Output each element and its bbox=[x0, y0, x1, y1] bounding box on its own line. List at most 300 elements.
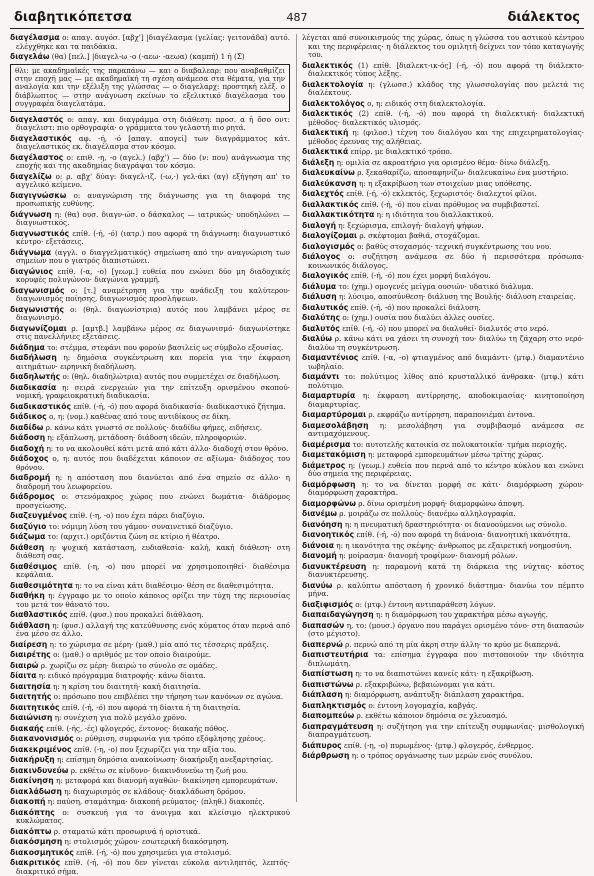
dictionary-entry bbox=[10, 135, 290, 152]
dictionary-entry bbox=[10, 693, 290, 702]
dictionary-entry bbox=[302, 411, 584, 420]
dictionary-entry bbox=[10, 582, 290, 591]
dictionary-entry bbox=[10, 767, 290, 776]
entry-headword: διαγελάω bbox=[10, 52, 50, 61]
dictionary-entry bbox=[302, 373, 584, 390]
dictionary-entry bbox=[10, 455, 290, 472]
entry-definition: ρ. εκθέτω κάποιον δημόσια σε χλευασμό. bbox=[356, 711, 508, 720]
entry-definition: η: η πνευματική δραστηριότητα· οι διανοούμενοι ως σύνολο. bbox=[344, 519, 567, 529]
dictionary-entry bbox=[302, 211, 584, 220]
dictionary-entry bbox=[10, 230, 290, 247]
dictionary-entry bbox=[10, 704, 290, 713]
dictionary-entry bbox=[302, 253, 584, 270]
entry-headword: διάνοια bbox=[302, 540, 334, 550]
dictionary-entry bbox=[302, 354, 584, 371]
entry-headword: διαθλαστικός bbox=[10, 610, 68, 620]
dictionary-entry bbox=[10, 788, 290, 797]
dictionary-entry bbox=[10, 192, 290, 209]
dictionary-entry bbox=[302, 441, 584, 450]
dictionary-entry bbox=[10, 828, 290, 837]
entry-definition: ρ. σκέφτομαι βαθιά, στοχάζομαι. bbox=[359, 231, 481, 240]
entry-definition: επίθ. (-ή, -ό) (ιατρ.) που αφορά τη διάγνωση: διαγνωστικό κέντρο· εξετάσεις. bbox=[16, 228, 290, 247]
dictionary-entry bbox=[10, 384, 290, 401]
dictionary-entry bbox=[10, 651, 290, 660]
entry-definition: η: μοίρασμα· διανομή τροφίμων· διανομή ρόλων. bbox=[339, 551, 518, 560]
entry-definition: ρ. μοιράζω σε πολλούς· διανέμω αλληλογραφία. bbox=[339, 509, 516, 518]
entry-definition: η: διαμόρφωση, ανάπτυξη· διάπλαση χαρακτήρα. bbox=[345, 690, 524, 699]
entry-headword: διαπιστώνω bbox=[302, 679, 354, 689]
entry-definition: τα: επίσημα έγγραφα που πιστοποιούν την ιδιότητα διπλωμάτη. bbox=[308, 650, 584, 668]
dictionary-entry bbox=[10, 116, 290, 133]
entry-headword: διακεκριμένος bbox=[10, 744, 72, 754]
entry-definition: το: (αρχιτ.) οριζόντια ζώνη σε κτίριο ή θέατρο. bbox=[47, 532, 220, 542]
entry-headword: διάθλαση bbox=[10, 620, 50, 630]
dictionary-entry bbox=[10, 523, 290, 532]
dictionary-entry bbox=[10, 306, 290, 323]
dictionary-entry bbox=[10, 354, 290, 371]
entry-headword: διανόηση bbox=[302, 519, 343, 529]
dictionary-entry bbox=[302, 462, 584, 479]
entry-definition: ο: (μτφ.) έντονη αντιπαράθεση λόγων. bbox=[355, 599, 496, 609]
entry-headword: διαπασών bbox=[302, 620, 345, 630]
dictionary-entry bbox=[302, 159, 584, 168]
entry-definition: επίθ. (-ή, -ό) που προκαλεί διάλυση. bbox=[350, 302, 481, 312]
dictionary-entry bbox=[10, 445, 290, 454]
entry-definition: επίθ. (-ή, -ό) που αφορά διαδικασία· διαδικαστικό ζήτημα. bbox=[73, 401, 286, 411]
dictionary-entry bbox=[302, 582, 584, 599]
entry-definition: επίθ. (-η, -ο) που μπορεί να χρησιμοποιηθεί· διαθέσιμα κεφάλαια. bbox=[16, 561, 290, 580]
entry-headword: διακριτικός bbox=[10, 858, 61, 868]
dictionary-entry bbox=[302, 422, 584, 439]
dictionary-entry bbox=[302, 243, 584, 252]
dictionary-entry bbox=[302, 129, 584, 146]
entry-headword: διαδρομή bbox=[10, 473, 51, 483]
entry-headword: διάθεση bbox=[10, 542, 45, 552]
right-column bbox=[302, 34, 584, 802]
entry-definition: επίρρ. με διαλεκτικό τρόπο. bbox=[350, 147, 453, 156]
entry-definition: επίθ. (-α, -ο) φτιαγμένος από διαμάντι· (μτφ.) διαμαντένιο ιωβηλαίο. bbox=[308, 353, 584, 371]
entry-headword: διαδηλωτής bbox=[10, 372, 61, 382]
entry-headword: διακοπή bbox=[10, 797, 46, 807]
entry-headword: διανέμω bbox=[302, 509, 337, 518]
entry-headword: διαθήκη bbox=[10, 591, 45, 601]
dictionary-entry bbox=[302, 272, 584, 281]
entry-headword: διαλευκαίνω bbox=[302, 168, 355, 177]
entry-headword: διαδίδω bbox=[10, 422, 44, 432]
entry-headword: διακοσμητικός bbox=[10, 847, 74, 857]
dictionary-entry bbox=[302, 100, 584, 109]
entry-definition: το: νόμιμη λύση του γάμου· συναινετικό διαζύγιο. bbox=[48, 521, 233, 531]
dictionary-entry bbox=[302, 670, 584, 679]
entry-headword: διαδικασία bbox=[10, 382, 57, 392]
entry-definition: το: (χημ.) ομογενές μείγμα ουσιών· υδατικό διάλυμα. bbox=[338, 281, 534, 291]
dictionary-entry bbox=[302, 62, 584, 79]
entry-headword: διαλυτός bbox=[302, 323, 340, 333]
entry-definition: το: πολύτιμος λίθος από κρυσταλλικό άνθρακα· (μτφ.) κάτι πολύτιμο. bbox=[308, 372, 584, 390]
entry-definition: επίθ. (-ή, -ό) που δεν γίνεται εύκολα αντιληπτός, λεπτός· διακριτικό σήμα. bbox=[16, 858, 290, 876]
usage-note-box bbox=[10, 64, 290, 112]
header-left-word: διαβητικόπετσα bbox=[14, 10, 132, 25]
entry-headword: διάγνωση bbox=[10, 209, 52, 219]
dictionary-entry bbox=[10, 493, 290, 510]
dictionary-entry bbox=[10, 34, 290, 51]
entry-definition: η: ομιλία σε ακροατήριο για ορισμένο θέμα· δίνω διάλεξη. bbox=[336, 157, 551, 167]
dictionary-entry bbox=[10, 611, 290, 620]
entry-definition: η: το να ακολουθεί κάτι μετά από κάτι άλλο· διαδοχή στον θρόνο. bbox=[46, 443, 289, 453]
dictionary-entry bbox=[10, 373, 290, 382]
entry-headword: διάδικος bbox=[10, 412, 47, 422]
entry-headword: διαπερνώ bbox=[302, 639, 343, 649]
entry-headword: διαθεσιμότητα bbox=[10, 580, 73, 590]
entry-headword: διαγώνιος bbox=[10, 266, 54, 276]
entry-definition: ο: αναγνώριση της διάγνωσης για τη διαφορά της προσωπικής ευθύνης. bbox=[16, 190, 290, 209]
dictionary-entry bbox=[10, 154, 290, 171]
entry-headword: διάζωμα bbox=[10, 532, 46, 542]
dictionary-entry bbox=[10, 544, 290, 561]
dictionary-entry bbox=[10, 474, 290, 491]
entry-headword: διαλεκτολογία bbox=[302, 79, 364, 89]
dictionary-entry bbox=[10, 849, 290, 858]
entry-headword: διαιτητής bbox=[10, 692, 52, 702]
dictionary-entry bbox=[10, 756, 290, 765]
entry-headword: διαιρέτης bbox=[10, 650, 51, 660]
entry-headword: διαλεκτική bbox=[302, 128, 349, 137]
column-divider bbox=[296, 34, 297, 802]
entry-definition: η: εξάπλωση, μετάδοση· διάδοση ιδεών, πληροφοριών. bbox=[47, 433, 247, 443]
entry-headword: διαλογίζομαι bbox=[302, 231, 358, 240]
dictionary-entry bbox=[302, 451, 584, 460]
entry-definition: επίθ. (-ή, -ό) που αφορά τη δίαιτα ή τη διαιτησία. bbox=[61, 702, 241, 712]
dictionary-entry bbox=[10, 533, 290, 542]
dictionary-entry bbox=[10, 777, 290, 786]
dictionary-entry bbox=[302, 34, 584, 60]
dictionary-entry bbox=[302, 521, 584, 530]
entry-headword: διαγελαστός bbox=[10, 114, 64, 124]
entry-definition: το: στέμμα, στεφάνι που φορούν βασιλείς ως σύμβολο εξουσίας. bbox=[47, 342, 284, 352]
entry-headword: διαλύτης bbox=[302, 313, 341, 322]
entry-headword: διαγελαστικός bbox=[10, 133, 72, 143]
entry-definition: ο: έντονη λογομαχία, καβγάς. bbox=[368, 700, 478, 710]
entry-definition: η: ειδικό πρόγραμμα διατροφής· κάνω δίαιτα. bbox=[38, 671, 206, 681]
entry-definition: ρ. δίνω ορισμένη μορφή· διαμορφώνω άποψη. bbox=[358, 498, 525, 508]
entry-definition: ρ. σταματώ κάτι προσωρινά ή οριστικά. bbox=[53, 826, 201, 836]
dictionary-entry bbox=[302, 110, 584, 127]
dictionary-entry bbox=[302, 148, 584, 157]
entry-headword: διαλογή bbox=[302, 220, 336, 230]
entry-headword: διαγωνισμός bbox=[10, 285, 65, 295]
entry-definition: η: διαχωρισμός σε κλάδους· διακλάδωση δρόμου. bbox=[64, 786, 246, 796]
entry-headword: διαπομπεύω bbox=[302, 711, 355, 720]
dictionary-entry bbox=[10, 53, 290, 62]
dictionary-entry bbox=[10, 512, 290, 521]
entry-headword: διαμεσολάβηση bbox=[302, 420, 369, 430]
entry-definition: επίθ. (-ή, -ό) που αφορά τη διάνοια· διανοητική ικανότητα. bbox=[356, 530, 571, 539]
entry-definition: ρ. καλύπτω απόσταση ή χρονικό διάστημα· διανύω τον πέμπτο μήνα. bbox=[308, 580, 584, 598]
dictionary-entry bbox=[10, 683, 290, 692]
entry-definition: ρ. εξακριβώνω, βεβαιώνομαι για κάτι. bbox=[355, 679, 496, 689]
entry-headword: διαμέρισμα bbox=[302, 439, 351, 449]
entry-headword: διανομή bbox=[302, 551, 337, 560]
entry-headword: διαδικαστικός bbox=[10, 401, 72, 411]
dictionary-entry bbox=[302, 325, 584, 334]
entry-definition: η: ξεχώρισμα, επιλογή· διαλογή ψήφων. bbox=[338, 220, 484, 230]
dictionary-entry bbox=[10, 563, 290, 580]
entry-headword: διαγέλαστος bbox=[10, 152, 64, 162]
entry-headword: διακόπτης bbox=[10, 807, 55, 817]
entry-headword: διαμαντένιος bbox=[302, 353, 359, 362]
entry-definition: επίθ. (-η, -ο) που ξεχωρίζει για την αξία του. bbox=[73, 744, 237, 754]
entry-definition: η: (φιλοσ.) τέχνη του διαλόγου και της επιχειρηματολογίας· μέθοδος έρευνας της αλήθειας. bbox=[308, 128, 584, 146]
entry-definition: ο, η: (νομ.) καθένας από τους αντιδίκους σε δίκη. bbox=[48, 412, 231, 422]
entry-definition: το: αυτοτελής κατοικία σε πολυκατοικία· τμήμα περιοχής. bbox=[352, 439, 567, 449]
entry-headword: διάλυμα bbox=[302, 281, 337, 291]
entry-definition: ο: συζήτηση ανάμεσα σε δύο ή περισσότερα πρόσωπα· κοινωνικός διάλογος. bbox=[308, 252, 584, 270]
dictionary-entry bbox=[302, 681, 584, 690]
entry-headword: διαλυτικός bbox=[302, 302, 349, 312]
entry-headword: διαγέλασμα bbox=[10, 33, 60, 42]
dictionary-entry bbox=[10, 838, 290, 847]
entry-definition: η: το να δίνεται μορφή σε κάτι· διαμόρφωση χώρου· διαμόρφωση χαρακτήρα. bbox=[308, 479, 584, 497]
entry-definition: ο: (θηλ. διαγωνίστρια) αυτός που λαμβάνει μέρος σε διαγωνισμό. bbox=[16, 304, 290, 323]
entry-definition: η: (γλωσσ.) κλάδος της γλωσσολογίας που μελετά τις διαλέκτους. bbox=[308, 79, 584, 97]
entry-definition: η: στολισμός χώρου· εσωτερική διακόσμηση. bbox=[64, 837, 229, 847]
dictionary-entry bbox=[10, 403, 290, 412]
entry-definition: ρ. κάνω κάτι να χάσει τη συνοχή του· διαλύω τη ζάχαρη στο νερό· διαλύω τη συγκέντρωση. bbox=[308, 334, 584, 352]
entry-definition: ο, η: αυτός που διαδέχεται κάποιον σε αξίωμα· διάδοχος του θρόνου. bbox=[16, 454, 290, 472]
entry-definition: η: παύση, σταμάτημα· διακοπή ρεύματος· (πληθ.) διακοπές. bbox=[47, 797, 265, 807]
entry-definition: η: δημόσια συγκέντρωση και πορεία για την έκφραση αιτημάτων· ειρηνική διαδήλωση. bbox=[16, 353, 290, 371]
dictionary-entry bbox=[302, 691, 584, 700]
entry-headword: διαλλακτικός bbox=[302, 199, 359, 209]
dictionary-entry bbox=[302, 335, 584, 352]
dictionary-entry bbox=[10, 424, 290, 433]
dictionary-entry bbox=[302, 510, 584, 519]
entry-definition: η: (γεωμ.) ευθεία που περνά από το κέντρο κύκλου και ενώνει δύο σημεία της περιφέρειας. bbox=[308, 460, 584, 478]
entry-headword: διαμορφώνω bbox=[302, 498, 356, 508]
entry-headword: διάδρομος bbox=[10, 492, 55, 502]
entry-definition: ο: (μαθ.) ο αριθμός με τον οποίο διαιρούμε. bbox=[53, 650, 212, 660]
entry-definition: η: η ικανότητα της σκέψης· άνθρωπος με εξαιρετική νοημοσύνη. bbox=[336, 540, 572, 550]
entry-definition: λέγεται από συνοικισμούς της χώρας, όπως η γλώσσα του αστικού κέντρου και της περιφέρειας· η διάλεκτος του ομιλητή δείχνει τον τόπο καταγωγής του. bbox=[302, 33, 584, 59]
entry-headword: διαλεκτικός bbox=[302, 109, 353, 118]
entry-definition: ρ. κάνω κάτι γνωστό σε πολλούς· διαδίδω φήμες, ειδήσεις. bbox=[45, 422, 263, 432]
dictionary-entry bbox=[302, 611, 584, 620]
entry-definition: η: μεταφορά εμπορευμάτων μέσω τρίτης χώρας. bbox=[368, 450, 544, 459]
entry-definition: αφ. -ή, -ό [απαγ. απογεί] των διαγράμματος κάτ. διαγελαστικός εκ. διαγέλασμα στον κόσμο. bbox=[16, 133, 290, 152]
dictionary-entry bbox=[10, 287, 290, 304]
entry-headword: διαζευγμένος bbox=[10, 511, 68, 521]
entry-headword: διαμάντι bbox=[302, 372, 340, 381]
entry-headword: διαδοχή bbox=[10, 443, 45, 453]
dictionary-entry bbox=[302, 531, 584, 540]
entry-definition: επίθ. (-η, -ο) που έχει πάρει διαζύγιο. bbox=[69, 511, 205, 521]
entry-headword: διαμόρφωση bbox=[302, 479, 356, 489]
entry-headword: διαλεύκανση bbox=[302, 178, 357, 188]
entry-headword: διαπληκτισμός bbox=[302, 700, 367, 710]
entry-definition: επίθ. (-ής, -ές) φλογερός, έντονος· διακαής πόθος. bbox=[46, 723, 229, 733]
dictionary-entry bbox=[10, 798, 290, 807]
entry-definition: ρ. ξεκαθαρίζω, αποσαφηνίζω· διαλευκαίνω ένα μυστήριο. bbox=[357, 168, 569, 177]
entry-definition: ο: συσκευή για το άνοιγμα και κλείσιμο ηλεκτρικού κυκλώματος. bbox=[16, 807, 290, 826]
entry-headword: διαιρώ bbox=[10, 660, 39, 670]
entry-headword: διάδοχος bbox=[10, 454, 49, 464]
entry-headword: διαγιγνώσκω bbox=[10, 190, 67, 200]
dictionary-entry bbox=[302, 712, 584, 721]
entry-headword: διακαής bbox=[10, 723, 44, 733]
entry-headword: διαζύγιο bbox=[10, 521, 47, 531]
dictionary-entry bbox=[10, 622, 290, 639]
entry-headword: διαμαρτυρία bbox=[302, 391, 356, 400]
entry-headword: διάρθρωση bbox=[302, 751, 350, 760]
dictionary-entry bbox=[302, 651, 584, 668]
entry-definition: επίθ. (-α, -ο) [γεωμ.] ευθεία που ενώνει δύο μη διαδοχικές κορυφές πολυγώνου· διαγώνια γραμμή. bbox=[16, 266, 290, 285]
entry-headword: διαξιφισμός bbox=[302, 599, 353, 609]
dictionary-entry bbox=[302, 752, 584, 761]
entry-definition: η: (θα) ουσ. διαγν-ώσ. ο δάσκαλος — ιατρικώς· υποδηλώνει — διαγνωστικός. bbox=[16, 209, 290, 228]
entry-definition: η: παραμονή κατά τη διάρκεια της νύχτας· κόστος διανυκτέρευσης. bbox=[308, 561, 584, 579]
entry-definition: (2) επίθ. (-ή, -ό) που αφορά τη διαλεκτική· διαλεκτική μέθοδος· διαλεκτικός υλισμός. bbox=[308, 109, 584, 127]
entry-definition: η: συνέχιση για πολύ μεγάλο χρόνο. bbox=[54, 713, 187, 723]
entry-definition: ο: πρόσωπο που επιβλέπει την τήρηση των κανόνων σε αγώνα. bbox=[53, 692, 284, 702]
entry-definition: η: το να διαπιστώνει κανείς κάτι· η εξακρίβωση. bbox=[355, 669, 534, 678]
dictionary-entry bbox=[10, 325, 290, 342]
entry-definition: ο: ρύθμιση, συμφωνία για τρόπο εξόφλησης χρέους. bbox=[76, 734, 266, 744]
dictionary-entry bbox=[302, 232, 584, 241]
dictionary-entry bbox=[302, 723, 584, 740]
dictionary-entry bbox=[10, 344, 290, 353]
dictionary-entry bbox=[10, 173, 290, 190]
entry-headword: διαλεκτικός bbox=[302, 60, 353, 70]
entry-headword: διαπραγμάτευση bbox=[302, 721, 374, 731]
entry-definition: η: ο τρόπος οργάνωσης των μερών ενός συνόλου. bbox=[351, 751, 533, 760]
entry-definition: η: έγγραφο με το οποίο κάποιος ορίζει την τύχη της περιουσίας του μετά τον θάνατό του. bbox=[16, 591, 290, 609]
dictionary-entry bbox=[302, 601, 584, 610]
dictionary-entry bbox=[10, 641, 290, 650]
entry-headword: διαιτησία bbox=[10, 681, 51, 691]
dictionary-entry bbox=[10, 746, 290, 755]
entry-headword: διαλογισμός bbox=[302, 241, 355, 251]
entry-definition: ρ. εκφράζω αντίρρηση, παραπονιέμαι έντονα. bbox=[368, 410, 536, 419]
entry-headword: διανύω bbox=[302, 580, 333, 590]
dictionary-entry bbox=[302, 563, 584, 580]
entry-headword: διαγωνιστής bbox=[10, 304, 64, 314]
entry-headword: διαπιστευτήρια bbox=[302, 650, 369, 659]
entry-headword: διαιτητικός bbox=[10, 702, 60, 712]
dictionary-entry bbox=[302, 314, 584, 323]
entry-definition: η: η διαμόρφωση του χαρακτήρα μέσω αγωγής. bbox=[375, 610, 548, 619]
entry-headword: διαγωνίζομαι bbox=[10, 323, 67, 333]
entry-definition: επίθ. (-ή, -ό) που χρησιμεύει για στολισμό. bbox=[76, 847, 232, 857]
dictionary-entry bbox=[10, 268, 290, 285]
entry-definition: επίθ. (-ή, -ό) εκλεκτός, ξεχωριστός· διαλεχτοί φίλοι. bbox=[346, 189, 537, 198]
entry-headword: διαλλακτικότητα bbox=[302, 210, 375, 219]
entry-headword: διαλεκτολόγος bbox=[302, 98, 365, 108]
dictionary-entry bbox=[10, 592, 290, 609]
page-header bbox=[10, 8, 584, 29]
entry-definition: ο: [τ.] αναμέτρηση για την ανάδειξη του καλύτερου· διαγωνισμός ποίησης, διαγωνισμός προσλήψεων. bbox=[16, 285, 290, 304]
entry-headword: διάδοση bbox=[10, 433, 46, 443]
dictionary-entry bbox=[10, 662, 290, 671]
dictionary-entry bbox=[302, 542, 584, 551]
entry-definition: (1) επίθ. [διαλεκτ-ικ-ός] (-ή, -ό) που αφορά τη διάλεκτο· διαλεκτικός τύπος λέξης. bbox=[308, 60, 584, 78]
entry-headword: διαγελίζω bbox=[10, 171, 52, 181]
dictionary-entry bbox=[302, 481, 584, 498]
dictionary-entry bbox=[302, 702, 584, 711]
entry-definition: θλι: με ακαδημαϊκές της παραπάνω — και ο διαβαλεαρ: που αναβαθμίζει στην εποχή μας — με ακαδημαϊκή τη σχέση ανάμεσα στα θέματα, για την αναλογία και την εξέλιξη της γλώσσας — ο διαγελαρχ: προστηκή ελέξ. ο διάβλωπτος — στην ανάγνωση εκείνων το εξελικτικό διαγέλασμα του συγγραφέα διαγελατάμα. bbox=[15, 66, 285, 109]
entry-headword: διαίρεση bbox=[10, 639, 48, 649]
dictionary-entry bbox=[302, 742, 584, 751]
dictionary-entry bbox=[10, 413, 290, 422]
entry-definition: επίθ. (φυσ.) που προκαλεί διάθλαση. bbox=[69, 610, 204, 620]
entry-definition: ο: στενόμακρος χώρος που ενώνει δωμάτια· διάδρομος προσγείωσης. bbox=[16, 492, 291, 510]
entry-headword: διαλύω bbox=[302, 334, 332, 343]
dictionary-entry bbox=[302, 392, 584, 409]
dictionary-entry bbox=[10, 725, 290, 734]
entry-definition: ο, η: ειδικός στη διαλεκτολογία. bbox=[367, 98, 486, 108]
entry-definition: ρ. χωρίζω σε μέρη· διαιρώ το σύνολο σε ομάδες. bbox=[40, 660, 218, 670]
entry-headword: διάμετρος bbox=[302, 460, 346, 470]
entry-definition: ο: απαγ. και διαγράμμα στη διάθεση: προσ. α ἡ ὄσο οντ: διαγελιστ: πιο ορθογραφία· ο γράμματα του γελαστή πιο ρητά. bbox=[16, 114, 290, 133]
entry-definition: η: το χώρισμα σε μέρη· (μαθ.) μία από τις τέσσερις πράξεις. bbox=[49, 639, 269, 649]
entry-headword: διάπυρος bbox=[302, 740, 342, 750]
entry-definition: ο: (χημ.) ουσία που διαλύει άλλες ουσίες. bbox=[342, 313, 495, 322]
dictionary-entry bbox=[302, 622, 584, 639]
entry-headword: διακανονισμός bbox=[10, 734, 74, 744]
entry-headword: διαθέσιμος bbox=[10, 561, 58, 571]
entry-headword: διαπαιδαγώγηση bbox=[302, 610, 374, 619]
dictionary-entry bbox=[10, 672, 290, 681]
entry-headword: διαλεχτός bbox=[302, 189, 344, 198]
dictionary-entry bbox=[302, 169, 584, 178]
entry-definition: ο: ρ. αβχ' δύαγ: διαγελ-ιζ. (-ω,·) γελ-άκι (αγ) εξήγηση απ' το αγγελικό κείμενο. bbox=[16, 171, 290, 190]
entry-headword: διάπλαση bbox=[302, 690, 343, 699]
entry-definition: η: ψυχική κατάσταση, ευδιαθεσία· καλή, κακή διάθεση· στη διάθεσή σας. bbox=[16, 542, 290, 561]
dictionary-page bbox=[10, 8, 584, 876]
entry-headword: διακόσμηση bbox=[10, 837, 63, 847]
entry-headword: διάγνωμα bbox=[10, 247, 52, 257]
dictionary-entry bbox=[302, 293, 584, 302]
entry-definition: η: επίσημη δημόσια ανακοίνωση· διακήρυξη ανεξαρτησίας. bbox=[56, 755, 274, 765]
entry-headword: διαπίστωση bbox=[302, 669, 354, 678]
entry-definition: η: η απόσταση που διανύεται από ένα σημείο σε άλλο· η διαδρομή του λεωφορείου. bbox=[16, 473, 290, 491]
entry-definition: η: μεταφορά και διανομή αγαθών· διακίνηση εμπορευμάτων. bbox=[55, 776, 278, 786]
entry-definition: ο: βαθύς στοχασμός· τεχνική συγκέντρωσης του νου. bbox=[357, 241, 552, 251]
dictionary-entry bbox=[10, 434, 290, 443]
entry-definition: ο: επιθ. -η, -ο (αγελ.) (αβχ') — δύο (ν: που) ανάγνωσμα της εποχής και της ακαδημίας διαγράψαι τον κόσμο. bbox=[16, 152, 290, 171]
left-column bbox=[10, 33, 291, 876]
dictionary-entry bbox=[10, 735, 290, 744]
entry-definition: η: μεσολάβηση για συμβιβασμό ανάμεσα σε αντιμαχόμενους. bbox=[308, 420, 584, 438]
entry-definition: η: η κρίση του διαιτητή· κακή διαιτησία. bbox=[53, 681, 201, 691]
dictionary-entry bbox=[10, 809, 290, 826]
entry-definition: (αγγλ. ο διαγγελματικός) σημείωση από την αναγνώριση των σημείων που ο γιατρός διαπιστώνει. bbox=[16, 247, 290, 266]
dictionary-entry bbox=[302, 641, 584, 650]
entry-definition: επίθ. (-ή, -ό) που έχει μορφή διαλόγου. bbox=[350, 271, 491, 280]
entry-definition: η: η ιδιότητα του διαλλακτικού. bbox=[376, 210, 494, 219]
entry-definition: η: συζήτηση για την επίτευξη συμφωνίας· μισθολογική διαπραγμάτευση. bbox=[308, 721, 584, 739]
dictionary-entry bbox=[302, 304, 584, 313]
dictionary-entry bbox=[10, 714, 290, 723]
entry-definition: ρ. εκθέτω σε κίνδυνο· διακινδυνεύω τη ζωή μου. bbox=[70, 765, 248, 775]
entry-headword: διαιώνιση bbox=[10, 713, 53, 723]
entry-headword: διακήρυξη bbox=[10, 755, 55, 765]
dictionary-entry bbox=[10, 859, 290, 876]
entry-headword: διαγνωστικός bbox=[10, 228, 70, 238]
dictionary-entry bbox=[302, 180, 584, 189]
dictionary-entry bbox=[302, 201, 584, 210]
dictionary-entry bbox=[302, 81, 584, 98]
entry-definition: επίθ. (-ή, -ό) που είναι πρόθυμος να συμβιβαστεί. bbox=[360, 199, 540, 209]
